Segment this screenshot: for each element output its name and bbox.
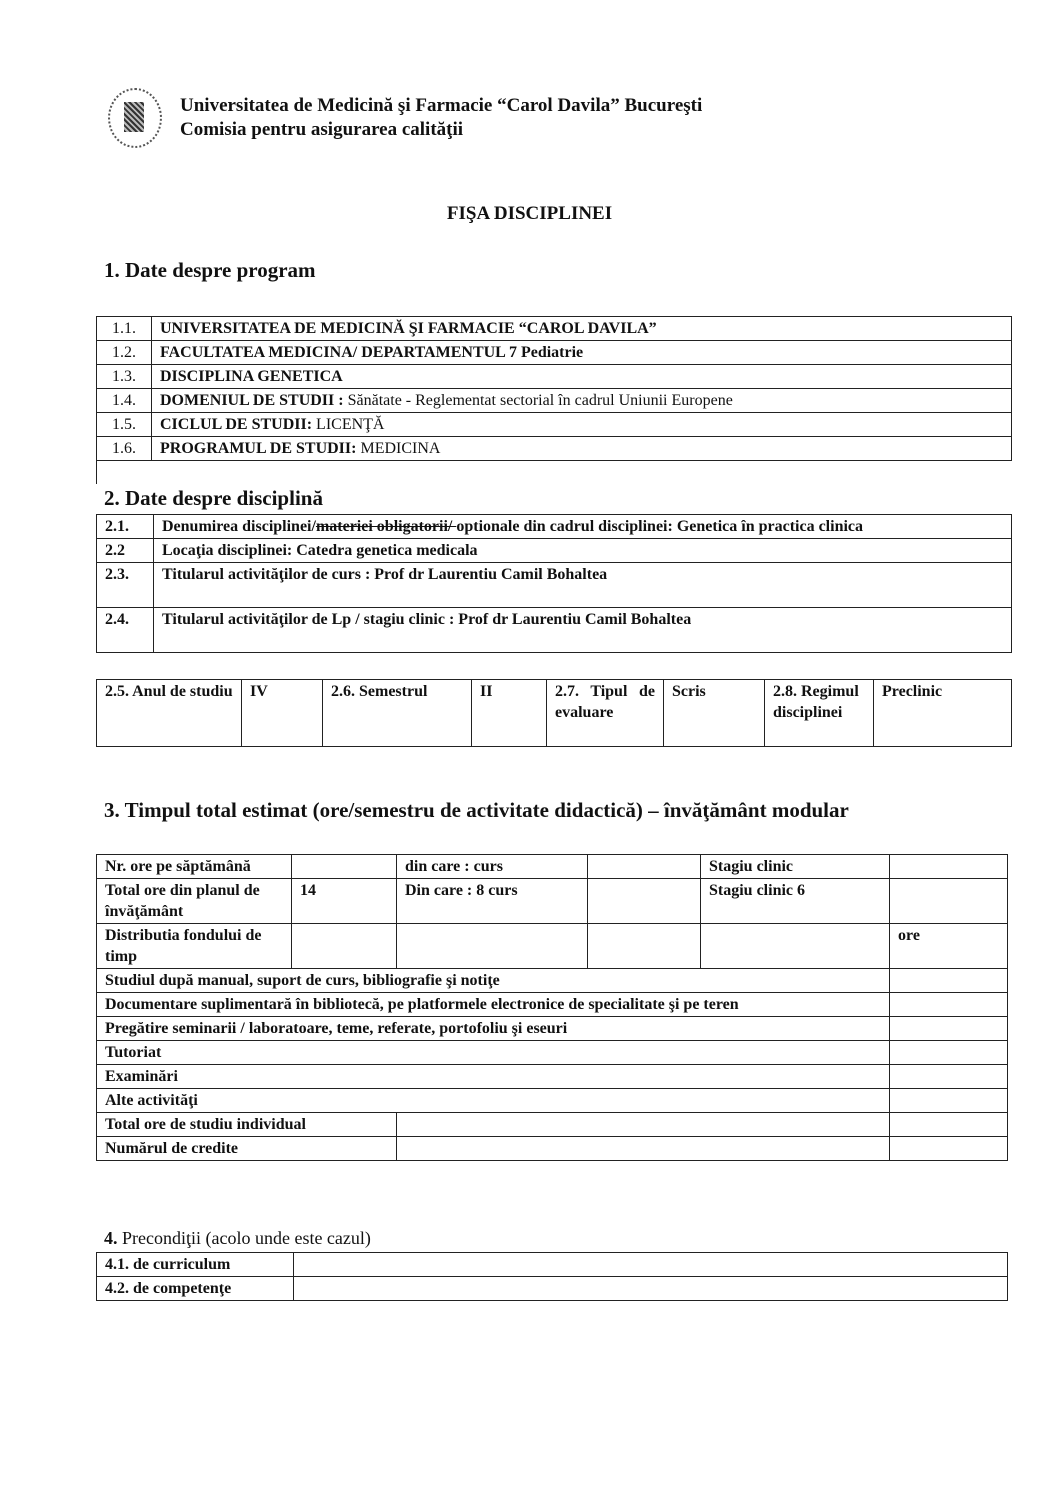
table-row [97, 1137, 1008, 1161]
evaluation-value: Scris [664, 680, 765, 747]
row-value: Sănătate - Reglementat sectorial în cadrul Uniunii Europene [347, 392, 733, 409]
section-1-heading: 1. Date despre program [104, 258, 316, 282]
commission-name: Comisia pentru asigurarea calităţii [180, 119, 464, 140]
credits-value [397, 1137, 890, 1161]
regime-value: Preclinic [874, 680, 1012, 747]
lab-holder-cell: Titularul activităţilor de Lp / stagiu clinic : Prof dr Laurentiu Camil Bohaltea [154, 608, 1012, 653]
evaluation-label: 2.7. Tipul de evaluare [547, 680, 664, 747]
row-label: UNIVERSITATEA DE MEDICINĂ ŞI FARMACIE “CAROL DAVILA” [160, 320, 657, 337]
table-row [97, 855, 1008, 879]
total-hours-value: 14 [292, 879, 397, 924]
table-row [97, 879, 1008, 924]
year-value: IV [242, 680, 323, 747]
activity-hours [890, 993, 1008, 1017]
hours-per-week-value [292, 855, 397, 879]
table-row [97, 341, 1012, 365]
activity-label: Examinări [97, 1065, 890, 1089]
text-part: Denumirea disciplinei/ [162, 518, 316, 535]
row-label: DISCIPLINA GENETICA [160, 368, 343, 385]
activity-label: Alte activităţi [97, 1089, 890, 1113]
row-label: CICLUL DE STUDII: [160, 416, 317, 433]
clinical-value [890, 855, 1008, 879]
struck-text: materiei obligatorii/ [315, 518, 457, 535]
clinical-value [890, 879, 1008, 924]
university-seal-icon [108, 88, 162, 148]
table-row [97, 1065, 1008, 1089]
total-hours-label: Total ore din planul de învăţământ [97, 879, 292, 924]
total-individual-value [397, 1113, 890, 1137]
table-row [97, 539, 1012, 563]
credits-label: Numărul de credite [97, 1137, 397, 1161]
table-row [97, 1113, 1008, 1137]
table-row [97, 317, 1012, 341]
competences-label: 4.2. de competenţe [97, 1277, 294, 1301]
hours-per-week-label: Nr. ore pe săptămână [97, 855, 292, 879]
table-row [97, 1089, 1008, 1113]
row-number: 1.2. [97, 341, 152, 365]
empty-cell [588, 924, 701, 969]
row-value: MEDICINA [360, 440, 441, 457]
time-distribution-label: Distributia fondului de timp [97, 924, 292, 969]
activity-hours [890, 1065, 1008, 1089]
row-number: 2.3. [97, 563, 154, 608]
activity-hours [890, 1041, 1008, 1065]
preconditions-table [96, 1252, 1008, 1301]
semester-label: 2.6. Semestrul [323, 680, 472, 747]
table-row [97, 515, 1012, 539]
table-row [97, 680, 1012, 747]
program-table [96, 316, 1012, 461]
row-number: 1.5. [97, 413, 152, 437]
document-header [108, 88, 702, 148]
activity-hours [890, 1017, 1008, 1041]
row-label: DOMENIUL DE STUDII : [160, 392, 348, 409]
activity-label: Documentare suplimentară în bibliotecă, pe platformele electronice de specialitate şi pe teren [97, 993, 890, 1017]
table-row [97, 365, 1012, 389]
year-label: 2.5. Anul de studiu [97, 680, 242, 747]
course-value [588, 855, 701, 879]
section-4-heading [104, 1228, 371, 1249]
activity-label: Tutoriat [97, 1041, 890, 1065]
empty-cell [890, 1113, 1008, 1137]
empty-cell [292, 924, 397, 969]
course-holder-cell: Titularul activităţilor de curs : Prof dr Laurentiu Camil Bohaltea [154, 563, 1012, 608]
hours-unit: ore [890, 924, 1008, 969]
table-row [97, 1041, 1008, 1065]
row-number: 2.2 [97, 539, 154, 563]
discipline-details-table [96, 679, 1012, 747]
section-2-heading: 2. Date despre disciplină [104, 486, 323, 510]
time-table [96, 854, 1008, 1161]
total-individual-label: Total ore de studiu individual [97, 1113, 397, 1137]
table-row [97, 1017, 1008, 1041]
activity-label: Pregătire seminarii / laboratoare, teme, referate, portofoliu şi eseuri [97, 1017, 890, 1041]
course-value [588, 879, 701, 924]
clinical-label: Stagiu clinic [701, 855, 890, 879]
empty-cell [397, 924, 588, 969]
empty-cell [890, 1137, 1008, 1161]
empty-cell [701, 924, 890, 969]
row-number: 1.6. [97, 437, 152, 461]
row-number: 2.1. [97, 515, 154, 539]
document-title: FIŞA DISCIPLINEI [446, 203, 613, 224]
table-row [97, 969, 1008, 993]
row-label: PROGRAMUL DE STUDII: [160, 440, 361, 457]
of-which-course-label: Din care : 8 curs [397, 879, 588, 924]
activity-hours [890, 969, 1008, 993]
table-row [97, 389, 1012, 413]
row-label: FACULTATEA MEDICINA/ DEPARTAMENTUL 7 Pediatrie [160, 344, 584, 361]
competences-value [294, 1277, 1008, 1301]
text-part: optionale din cadrul disciplinei: Genetica în practica clinica [456, 518, 864, 535]
table-row [97, 563, 1012, 608]
curriculum-value [294, 1253, 1008, 1277]
regime-label: 2.8. Regimul disciplinei [765, 680, 874, 747]
section-3-heading: 3. Timpul total estimat (ore/semestru de activitate didactică) – învăţământ modular [104, 798, 849, 822]
row-number: 2.4. [97, 608, 154, 653]
row-number: 1.1. [97, 317, 152, 341]
clinical-label: Stagiu clinic 6 [701, 879, 890, 924]
row-number: 1.3. [97, 365, 152, 389]
discipline-name-cell [154, 515, 1012, 539]
row-number: 1.4. [97, 389, 152, 413]
semester-value: II [472, 680, 547, 747]
table-row [97, 1277, 1008, 1301]
activity-label: Studiul după manual, suport de curs, bibliografie şi notiţe [97, 969, 890, 993]
curriculum-label: 4.1. de curriculum [97, 1253, 294, 1277]
of-which-course-label: din care : curs [397, 855, 588, 879]
university-name: Universitatea de Medicină şi Farmacie “Carol Davila” Bucureşti [180, 95, 703, 116]
table-border [96, 456, 1013, 484]
table-row [97, 993, 1008, 1017]
row-value: LICENŢĂ [316, 416, 385, 433]
discipline-table [96, 514, 1012, 653]
section-title: Precondiţii (acolo unde este cazul) [117, 1228, 371, 1248]
table-row [97, 413, 1012, 437]
table-row [97, 1253, 1008, 1277]
table-row [97, 608, 1012, 653]
table-row [97, 924, 1008, 969]
activity-hours [890, 1089, 1008, 1113]
location-cell: Locaţia disciplinei: Catedra genetica medicala [154, 539, 1012, 563]
section-number: 4. [104, 1228, 118, 1248]
